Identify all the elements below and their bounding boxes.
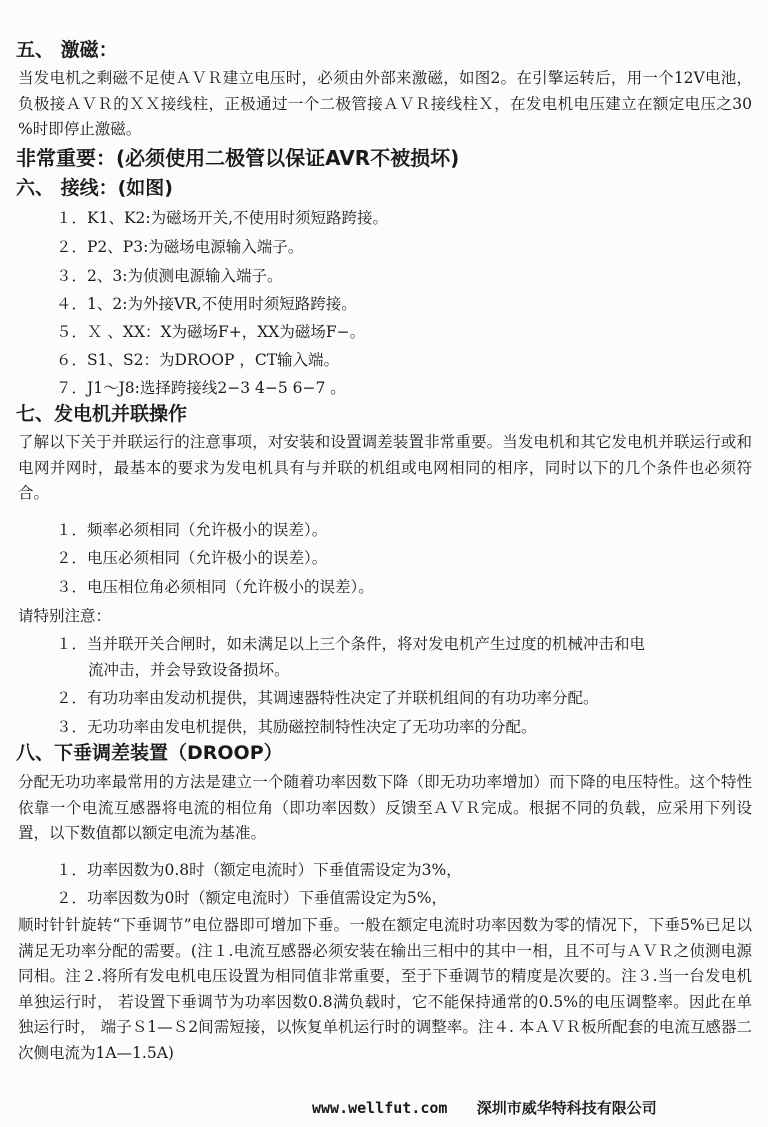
note-item: ３．无功功率由发电机提供，其励磁控制特性决定了无功功率的分配。 (56, 718, 537, 736)
company-name: 深圳市威华特科技有限公司 (476, 1099, 657, 1117)
wiring-item: ５．Ｘ 、XX：X为磁场F+，XX为磁场F−。 (56, 323, 366, 341)
section-7-body: 了解以下关于并联运行的注意事项，对安装和设置调差装置非常重要。当发电机和其它发电机并联运行或和电网并网时，最基本的要求为发电机具有与并联的机组或电网相同的相序，同时以下的几个条件也必须符合。 (18, 433, 752, 503)
section-7-heading: 七、发电机并联操作 (16, 403, 188, 425)
wiring-item: １．K1、K2:为磁场开关,不使用时须短路跨接。 (56, 209, 389, 227)
warning-note: 非常重要：(必须使用二极管以保证AVR不被损坏) (16, 146, 460, 170)
section-8-body: 分配无功功率最常用的方法是建立一个随着功率因数下降（即无功功率增加）而下降的电压特性。这个特性依靠一个电流互感器将电流的相位角（即功率因数）反馈至ＡＶＲ完成。根据不同的负载，应采用下列设置，以下数值都以额定电流为基准。 (18, 773, 752, 843)
wiring-item: ６．S1、S2：为DROOP ，CT输入端。 (56, 351, 340, 369)
footer (312, 1097, 752, 1119)
section-5-body: 当发电机之剩磁不足使ＡＶＲ建立电压时，必须由外部来激磁，如图2。在引擎运转后，用一个12V电池，负极接ＡＶＲ的ＸＸ接线柱，正极通过一个二极管接ＡＶＲ接线柱Ｘ，在发电机电压建立在额定电压之30 %时即停止激磁。 (18, 69, 752, 139)
section-5-heading: 五、 激磁： (16, 39, 118, 61)
wiring-item: ２．P2、P3:为磁场电源输入端子。 (56, 238, 304, 256)
condition-item: ２．电压必须相同（允许极小的误差）。 (56, 549, 328, 567)
note-item: １．当并联开关合闸时，如未满足以上三个条件，将对发电机产生过度的机械冲击和电 (56, 635, 646, 653)
condition-item: ３．电压相位角必须相同（允许极小的误差）。 (56, 578, 374, 596)
note-item-continued: 流冲击，并会导致设备损坏。 (88, 661, 290, 679)
note-item: ２．有功功率由发动机提供，其调速器特性决定了并联机组间的有功功率分配。 (56, 689, 599, 707)
section-8-heading: 八、下垂调差装置（DROOP） (16, 742, 283, 764)
website-link[interactable]: www.wellfut.com (312, 1099, 448, 1117)
note-label: 请特别注意： (18, 607, 112, 625)
section-8-closing: 顺时针针旋转“下垂调节”电位器即可增加下垂。一般在额定电流时功率因数为零的情况下，下垂5%已足以满足无功率分配的需要。(注１.电流互感器必须安装在输出三相中的其中一相，且不可与ＡＶＲ之侦测电源同相。注２.将所有发电机电压设置为相同值非常重要，至于下垂调节的精度是次要的。注３.当一台发电机单独运行时， 若设置下垂调节为功率因数0.8满负载时，它不能保持通常的0.5%的电压调整率。因此在单独运行时， 端子Ｓ1—Ｓ2间需短接，以恢复单机运行时的调整率。注４. 本ＡＶＲ板所配套的电流互感器二次侧电流为1A—1.5A) (18, 916, 752, 1062)
wiring-item: ４．1、2:为外接VR,不使用时须短路跨接。 (56, 295, 357, 313)
droop-setting-item: １．功率因数为0.8时（额定电流时）下垂值需设定为3%， (56, 861, 462, 879)
section-6-heading: 六、 接线：(如图) (16, 177, 173, 199)
condition-item: １．频率必须相同（允许极小的误差）。 (56, 521, 328, 539)
wiring-item: ３．2、3:为侦测电源输入端子。 (56, 267, 283, 285)
wiring-item: ７．J1～J8:选择跨接线2−3 4−5 6−7 。 (56, 379, 346, 397)
droop-setting-item: ２．功率因数为0时（额定电流时）下垂值需设定为5%， (56, 889, 447, 907)
